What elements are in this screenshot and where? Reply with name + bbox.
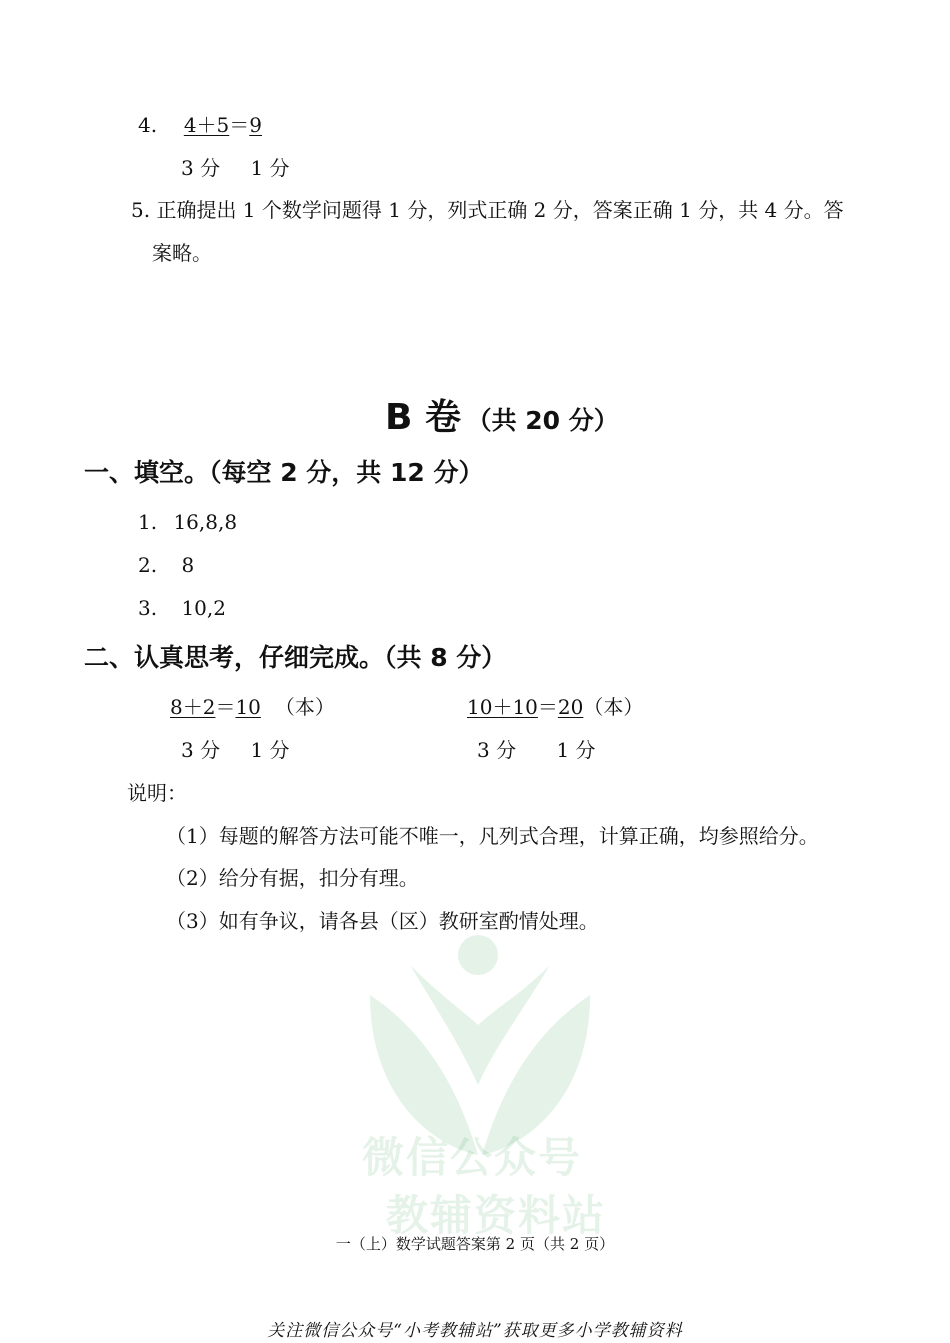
watermark-text-2: 教辅资料站 xyxy=(386,1191,607,1240)
q4-score-expression: 3 分 xyxy=(181,156,221,180)
fill-item-3 xyxy=(138,596,226,620)
section-2-heading: 二、认真思考，仔细完成。（共 8 分） xyxy=(84,643,507,672)
equation-1-scores xyxy=(181,738,290,762)
watermark-logo xyxy=(350,925,610,1240)
q5-line-1: 5. 正确提出 1 个数学问题得 1 分，列式正确 2 分，答案正确 1 分，共 4 分。答 xyxy=(131,198,844,222)
equation-2-expression: 10＋10 xyxy=(467,695,538,719)
equation-2-result: 20 xyxy=(557,695,584,719)
fill-item-1 xyxy=(138,510,237,534)
q4-line xyxy=(138,113,262,137)
equation-1-score-result: 1 分 xyxy=(250,738,290,762)
watermark-text-1: 微信公众号 xyxy=(362,1133,583,1182)
fill-item-number: 2. xyxy=(138,553,158,577)
q4-number: 4. xyxy=(138,113,158,137)
fill-item-answer: 16,8,8 xyxy=(173,510,238,534)
notes-label: 说明： xyxy=(127,781,187,805)
equation-1-result: 10 xyxy=(235,695,261,719)
q5-line-2: 案略。 xyxy=(152,241,212,265)
equation-1-score-expression: 3 分 xyxy=(181,738,221,762)
q4-result: 9 xyxy=(249,113,262,137)
note-item-3: （3）如有争议，请各县（区）教研室酌情处理。 xyxy=(166,909,599,933)
q4-score-result: 1 分 xyxy=(250,156,290,180)
equation-2-scores xyxy=(477,738,596,762)
part-b-title-sub: （共 20 分） xyxy=(466,406,619,435)
equation-2 xyxy=(467,695,643,719)
fill-item-answer: 8 xyxy=(181,553,195,577)
equation-2-unit: （本） xyxy=(583,695,644,719)
q4-scores xyxy=(181,156,290,180)
q4-equals: ＝ xyxy=(229,113,250,137)
fill-item-number: 1. xyxy=(138,510,158,534)
equation-2-equals: ＝ xyxy=(537,695,558,719)
equation-1-equals: ＝ xyxy=(215,695,236,719)
fill-item-2 xyxy=(138,553,194,577)
equation-1-expression: 8＋2 xyxy=(170,695,216,719)
part-b-title xyxy=(385,394,619,448)
fill-item-answer: 10,2 xyxy=(181,596,226,620)
equation-2-score-result: 1 分 xyxy=(556,738,596,762)
note-item-2: （2）给分有据，扣分有理。 xyxy=(166,866,419,890)
part-b-title-main: B 卷 xyxy=(385,397,461,438)
equation-2-score-expression: 3 分 xyxy=(477,738,517,762)
section-1-heading: 一、填空。（每空 2 分，共 12 分） xyxy=(84,458,484,487)
note-item-1: （1）每题的解答方法可能不唯一，凡列式合理，计算正确，均参照给分。 xyxy=(166,824,819,848)
q4-expression: 4＋5 xyxy=(183,113,230,137)
equation-1 xyxy=(170,695,335,719)
promo-banner: 关注微信公众号“小考教辅站”获取更多小学教辅资料 xyxy=(267,1321,683,1341)
page-footer: 一（上）数学试题答案第 2 页（共 2 页） xyxy=(335,1235,615,1253)
fill-item-number: 3. xyxy=(138,596,158,620)
equation-1-unit: （本） xyxy=(274,695,335,719)
